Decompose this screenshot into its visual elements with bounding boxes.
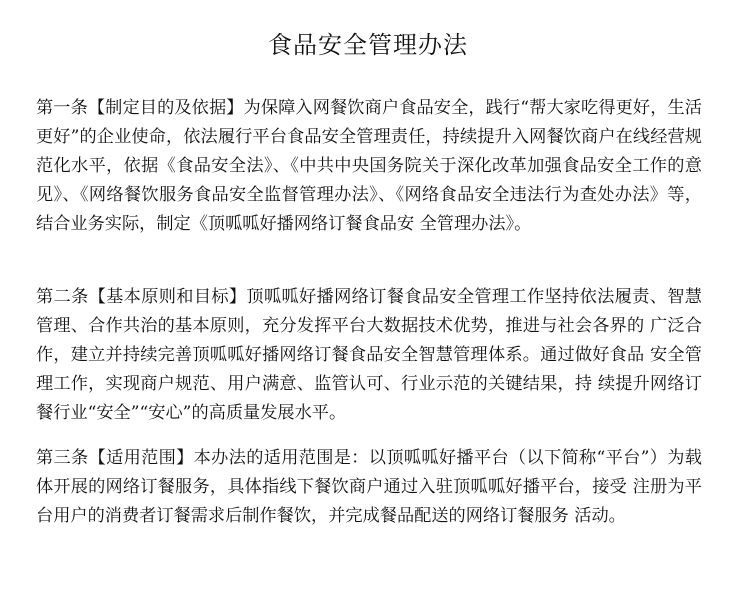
article-1: 第一条【制定目的及依据】为保障入网餐饮商户食品安全，践行“帮大家吃得更好，生活更好”的企业使命，依法履行平台食品安全管理责任，持续提升入网餐饮商户在线经营规范化水平，依据《食品安全法》、《中共中央国务院关于深化改革加强食品安全工作的意见》、《网络餐饮服务食品安全监督管理办法》、《网络食品安全违法行为查处办法》等，结合业务实际，制定《顶呱呱好播网络订餐食品安 全管理办法》。 <box>36 98 702 234</box>
document-title: 食品安全管理办法 <box>268 31 468 59</box>
article-3: 第三条【适用范围】本办法的适用范围是：以顶呱呱好播平台（以下简称“平台”）为载 体开展的网络订餐服务，具体指线下餐饮商户通过入驻顶呱呱好播平台，接受 注册为平台用户的消费者订餐需求后制作餐饮，并完成餐品配送的网络订餐服务 活动。 <box>36 448 702 526</box>
article-2: 第二条【基本原则和目标】顶呱呱好播网络订餐食品安全管理工作坚持依法履责、智慧 管理、合作共治的基本原则，充分发挥平台大数据技术优势，推进与社会各界的 广泛合作，建立并持续完善顶呱呱好播网络订餐食品安全智慧管理体系。通过做好食品 安全管理工作，实现商户规范、用户满意、监管认可、行业示范的关键结果，持 续提升网络订餐行业“安全”“安心”的高质量发展水平。 <box>36 287 702 423</box>
